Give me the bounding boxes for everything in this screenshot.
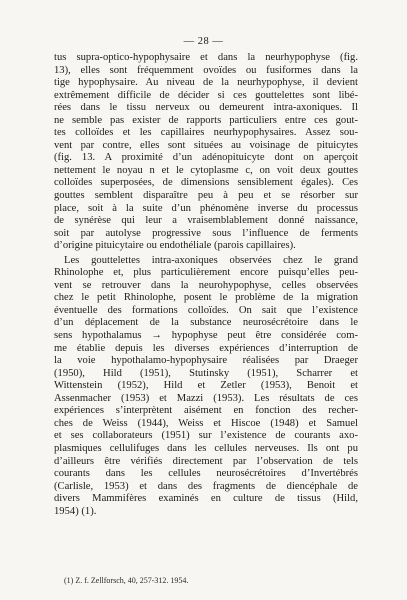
text-line: et ses collaborateurs (1951) sur l’existence de courants axo- [54, 430, 358, 442]
text-line: Rhinolophe et, plus particulièrement encore puisqu’elles peu- [54, 267, 358, 279]
text-line: place, soit à la suite d’un phénomène inverse du processus [54, 202, 358, 214]
text-line: (Carlisle, 1953) et dans des fragments de diencéphale de [54, 480, 358, 492]
text-line: ne semble pas exister de rapports particuliers entre ces gout- [54, 114, 358, 126]
text-line: expériences s’interprètent aisément en fonction des recher- [54, 405, 358, 417]
text-line: nettement le noyau n et le cytoplasme c, on voit deux gouttes [54, 164, 358, 176]
text-line: vent se retrouver dans la neurohypophyse, celles observées [54, 279, 358, 291]
text-line: vent par contre, elles sont situées au voisinage de pituicytes [54, 139, 358, 151]
text-line: chez le petit Rhinolophe, posent le problème de la migration [54, 292, 358, 304]
text-line: soit par autolyse progressive sous l’influence de ferments [54, 227, 358, 239]
paragraph-2 [54, 255, 358, 518]
footnote: (1) Z. f. Zellforsch, 40, 257-312. 1954. [64, 576, 189, 585]
text-line: 13), elles sont fréquemment ovoïdes ou fusiformes dans la [54, 64, 358, 76]
text-line: 1954) (1). [54, 505, 97, 517]
text-line: Assenmacher (1953) et Mazzi (1953). Les résultats de ces [54, 392, 358, 404]
text-line: (fig. 13. A proximité d’un adénopituicyte dont on aperçoit [54, 152, 358, 164]
paragraph-1 [54, 52, 358, 253]
text-line: sens hypothalamus → hypophyse peut être considérée com- [54, 330, 358, 342]
text-line: rées dans le tissu nerveux ou demeurent intra-axoniques. Il [54, 102, 358, 114]
text-line: extrêmement difficile de décider si ces gouttelettes sont libé- [54, 89, 358, 101]
text-line: gouttes semblent disparaître peu à peu et se résorber sur [54, 190, 358, 202]
text-line: (1950), Hild (1951), Stutinsky (1951), Scharrer et [54, 367, 358, 379]
text-line: me établie depuis les diverses expériences d’interruption de [54, 342, 358, 354]
text-line: d’ailleurs être vérifiés directement par l’observation de tels [54, 455, 358, 467]
text-line: ches de Weiss (1944), Weiss et Hiscoe (1948) et Samuel [54, 417, 358, 429]
text-line: colloïdes superposées, de dimensions sensiblement égales). Ces [54, 177, 358, 189]
text-line: plasmiques cellulifuges dans les cellules nerveuses. Ils ont pu [54, 442, 358, 454]
text-line: éventuelle des formations colloïdes. On sait que l’existence [54, 304, 358, 316]
text-line: tige hypophysaire. Au niveau de la neurhypophyse, il devient [54, 77, 358, 89]
text-line: Les gouttelettes intra-axoniques observées chez le grand [64, 254, 358, 266]
text-line: d’origine pituicytaire ou endothéliale (parois capillaires). [54, 240, 296, 252]
text-line: de synérèse qui leur a vraisemblablement donné naissance, [54, 215, 358, 227]
text-line: Wittenstein (1952), Hild et Zetler (1953), Benoit et [54, 380, 358, 392]
page-number: — 28 — [183, 36, 224, 47]
text-line: tus supra-optico-hypophysaire et dans la neurhypophyse (fig. [54, 52, 358, 63]
text-line: courants dans les cellules neurosécrétoires d’Invertébrés [54, 468, 358, 480]
text-line: tes colloïdes et les capillaires neurhypophysaires. Assez sou- [54, 127, 358, 139]
body-text [54, 52, 358, 518]
text-line: d’un déplacement de la substance neurosécrétoire dans le [54, 317, 358, 329]
text-line: la voie hypothalamo-hypophysaire réalisées par Draeger [54, 355, 358, 367]
text-line: divers Mammifères examinés en culture de tissus (Hild, [54, 493, 358, 505]
